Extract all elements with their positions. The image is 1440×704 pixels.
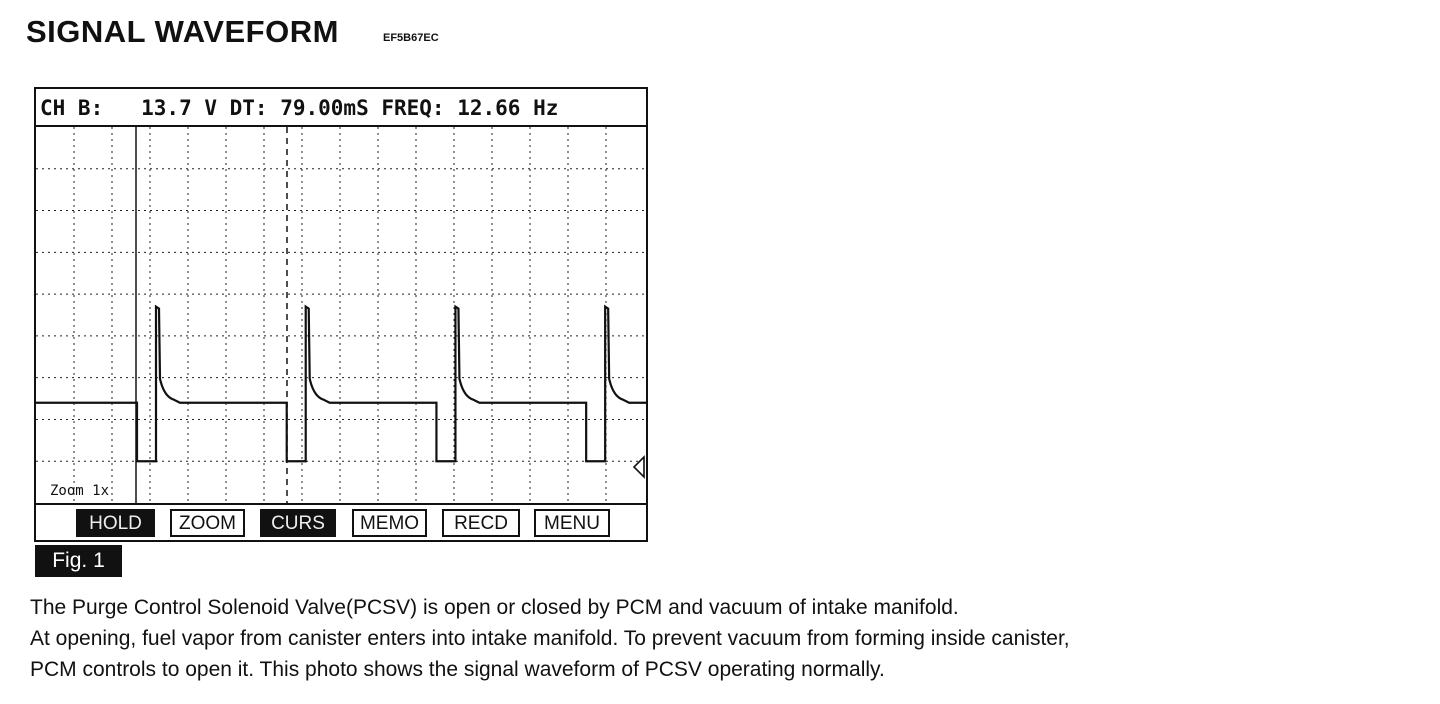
waveform-plot: [36, 127, 646, 503]
description: [30, 592, 1430, 685]
page-title: SIGNAL WAVEFORM: [26, 14, 339, 49]
hold-button[interactable]: HOLD: [76, 509, 155, 537]
trigger-marker: [634, 457, 644, 477]
memo-button[interactable]: MEMO: [352, 509, 427, 537]
description-line: PCM controls to open it. This photo shows the signal waveform of PCSV operating normally.: [30, 658, 885, 681]
figure-label: Fig. 1: [35, 545, 122, 577]
recd-button[interactable]: RECD: [442, 509, 520, 537]
description-line: At opening, fuel vapor from canister enters into intake manifold. To prevent vacuum from forming inside canister,: [30, 627, 1070, 650]
signal-trace: [36, 307, 646, 462]
curs-button[interactable]: CURS: [260, 509, 336, 537]
channel-readout: CH B: 13.7 V DT: 79.00mS FREQ: 12.66 Hz: [36, 89, 646, 127]
zoom-indicator: Zoom 1x: [50, 483, 110, 499]
oscilloscope-screen: [34, 87, 648, 542]
grid-lines: [36, 127, 646, 503]
document-code: EF5B67EC: [383, 32, 439, 44]
zoom-button[interactable]: ZOOM: [170, 509, 245, 537]
menu-button[interactable]: MENU: [534, 509, 610, 537]
description-line: The Purge Control Solenoid Valve(PCSV) is open or closed by PCM and vacuum of intake manifold.: [30, 596, 959, 619]
softkey-bar: [36, 503, 646, 540]
